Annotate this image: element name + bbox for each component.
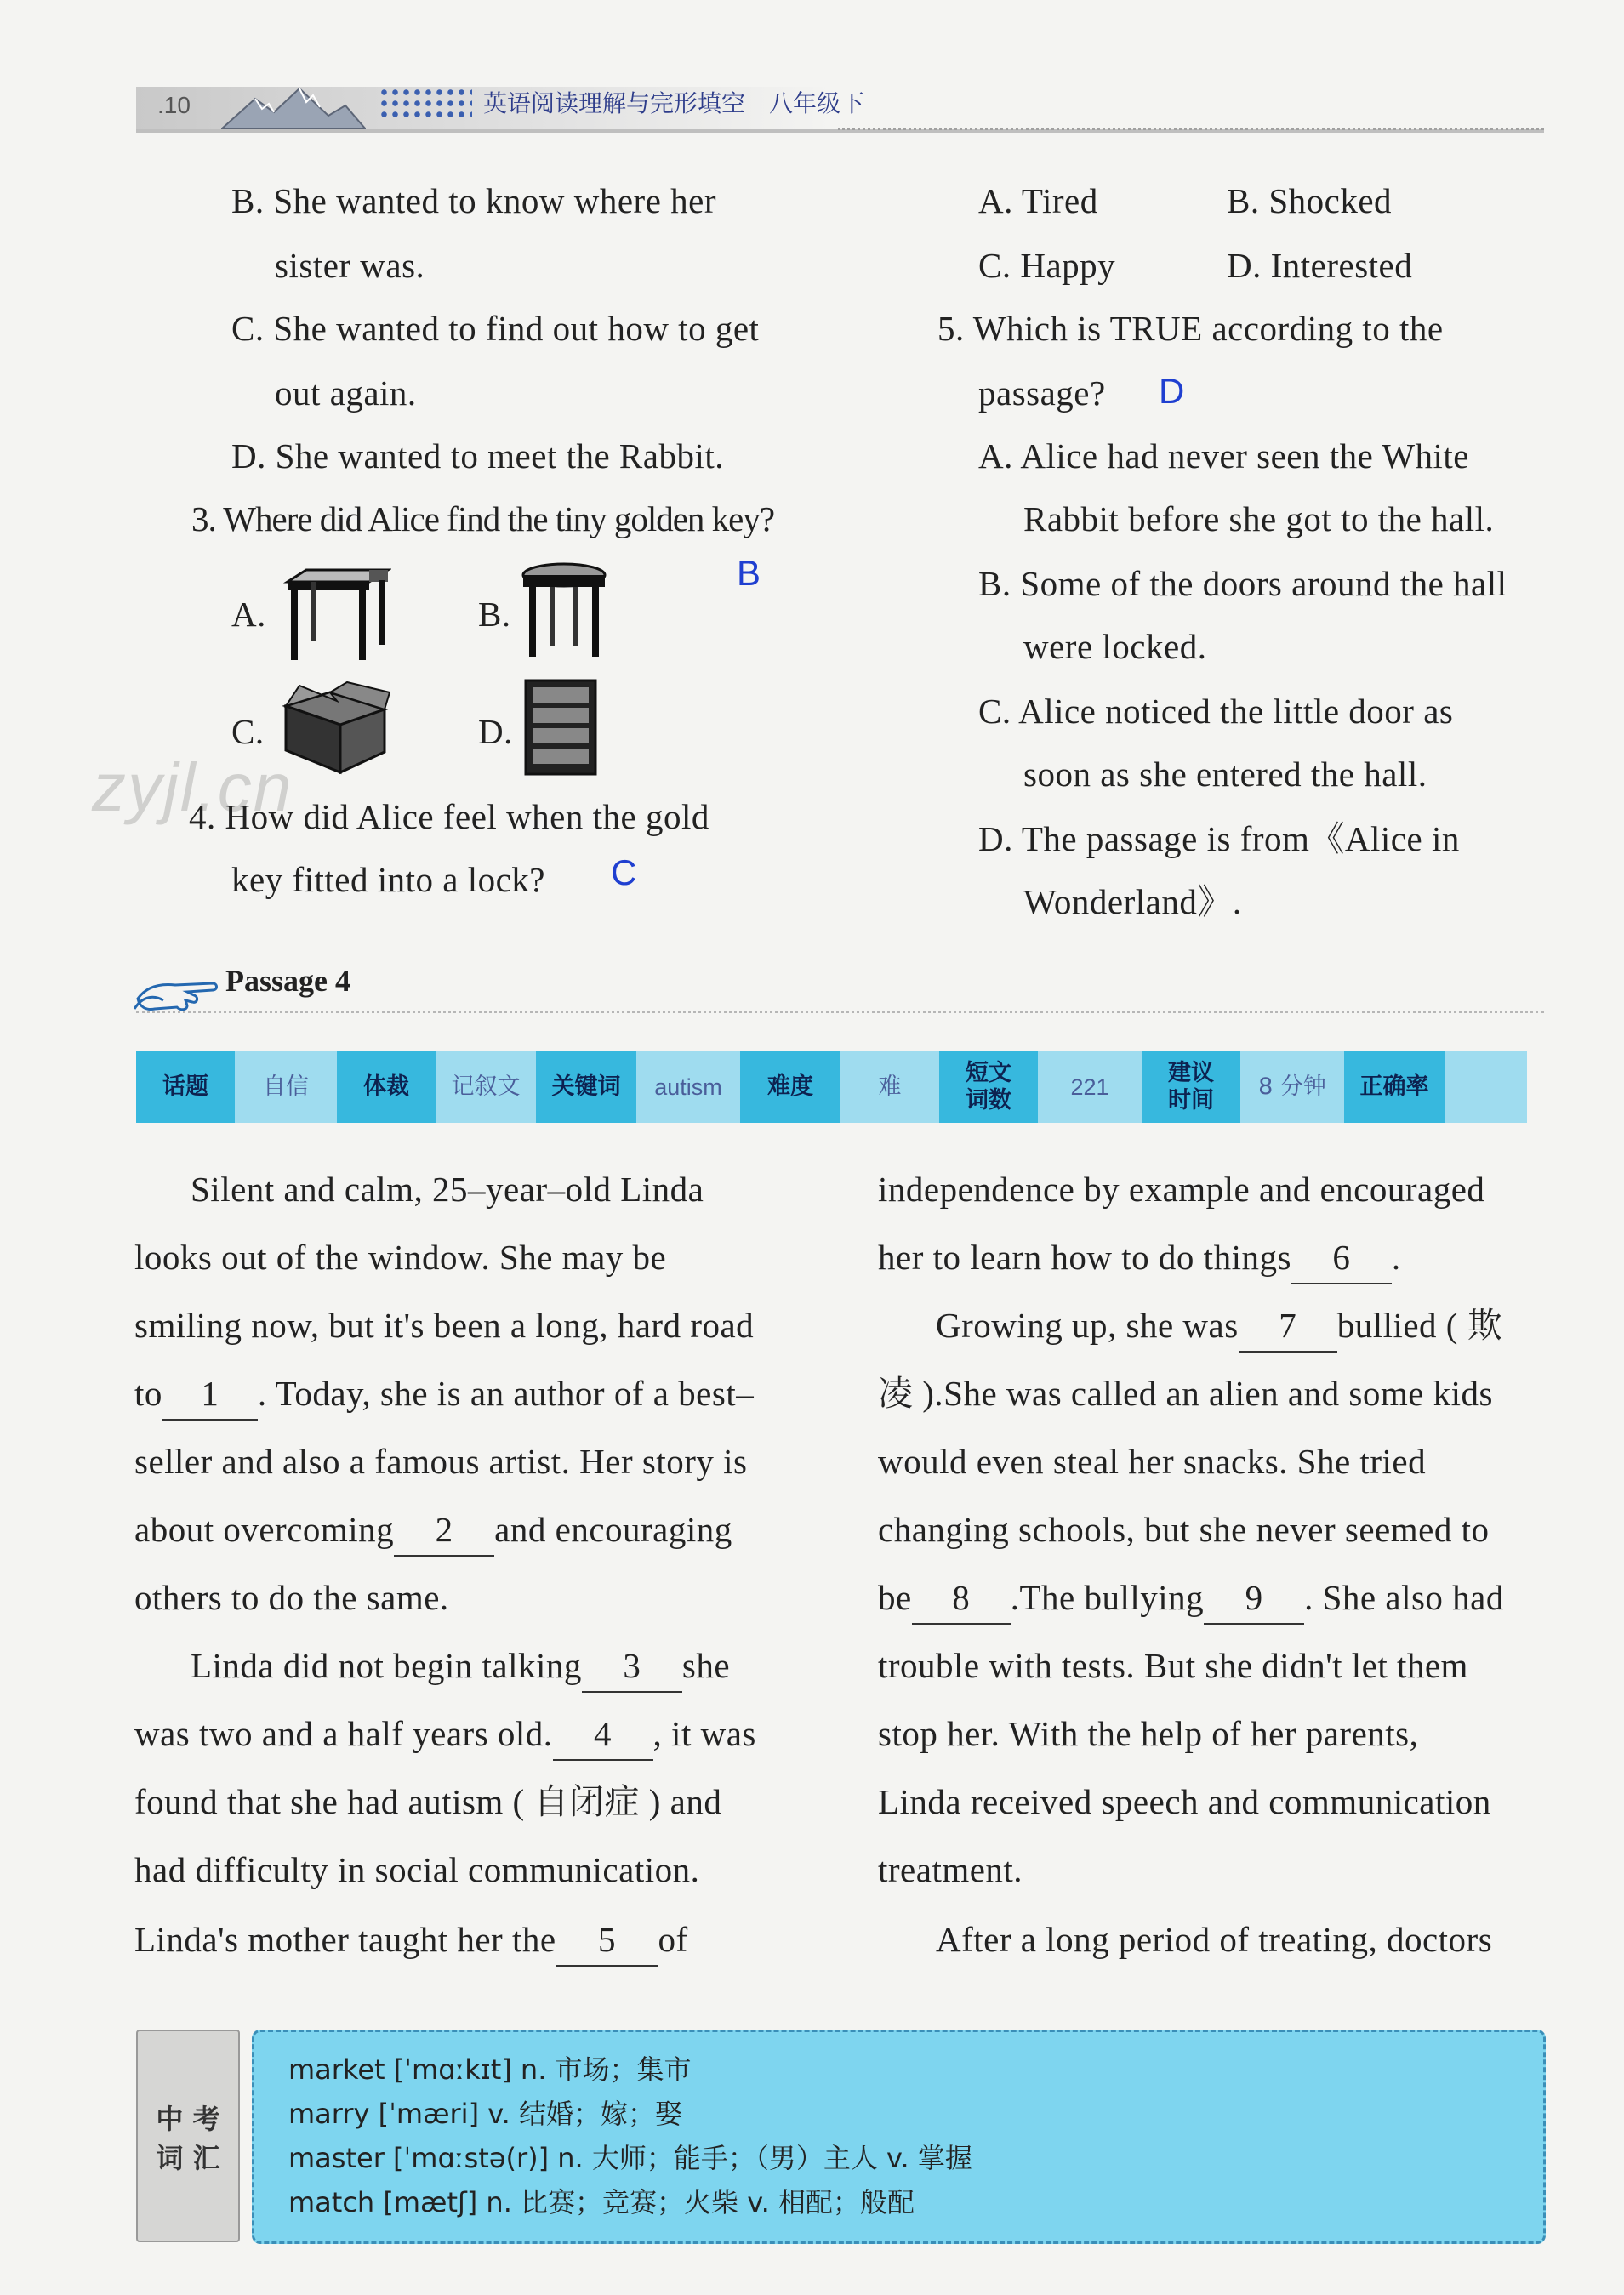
passage-left-line-3: smiling now, but it's been a long, hard road: [134, 1306, 755, 1345]
q5-option-c-line2: soon as she entered the hall.: [1023, 755, 1427, 794]
passage-right-line-12: After a long period of treating, doctors: [936, 1920, 1493, 1959]
text-segment: about overcoming: [134, 1510, 395, 1549]
text-segment: , it was: [652, 1714, 756, 1753]
passage-right-line-9: stop her. With the help of her parents,: [878, 1714, 1419, 1753]
table-image: [281, 567, 391, 662]
vocab-entry: marry [ˈmæri] v. 结婚；嫁；娶: [288, 2098, 683, 2130]
passage-left-line-2: looks out of the window. She may be: [134, 1238, 667, 1277]
text-segment: . She also had: [1304, 1578, 1504, 1617]
info-key-difficulty: 难度: [740, 1051, 840, 1123]
vocab-list: [288, 2047, 972, 2224]
watermark: zyjl.cn: [92, 749, 293, 825]
blank-8[interactable]: 8: [912, 1572, 1011, 1625]
vocab-box: [252, 2030, 1546, 2244]
q5-option-a-line2: Rabbit before she got to the hall.: [1023, 499, 1495, 538]
passage-left-line-5: seller and also a famous artist. Her story is: [134, 1442, 748, 1481]
info-value-genre: 记叙文: [436, 1051, 536, 1123]
info-value-difficulty: 难: [840, 1051, 939, 1123]
blank-5[interactable]: 5: [556, 1914, 658, 1967]
text-segment: to: [134, 1374, 162, 1413]
info-value-accuracy: [1445, 1051, 1527, 1123]
blank-6[interactable]: 6: [1291, 1232, 1392, 1284]
q2-option-b-line1: B. She wanted to know where her: [231, 181, 717, 220]
info-value-time: 8 分钟: [1240, 1051, 1344, 1123]
blank-7[interactable]: 7: [1239, 1300, 1337, 1353]
blank-3[interactable]: 3: [582, 1640, 682, 1693]
q2-option-b-line2: sister was.: [275, 246, 425, 285]
q5-answer: D: [1159, 371, 1185, 411]
passage-left-line-11: had difficulty in social communication.: [134, 1850, 700, 1889]
q4-option-d: D. Interested: [1227, 246, 1413, 285]
text-segment: . Today, she is an author of a best–: [257, 1374, 755, 1413]
q2-option-c-line2: out again.: [275, 373, 417, 413]
info-key-genre: 体裁: [337, 1051, 436, 1123]
info-value-keyword: autism: [636, 1051, 740, 1123]
text-segment: Linda's mother taught her the: [134, 1920, 556, 1959]
info-key-topic: 话题: [136, 1051, 235, 1123]
passage-left-line-6: [134, 1495, 732, 1563]
q3-option-a-label: A.: [231, 595, 266, 634]
q5-option-b-line2: were locked.: [1023, 627, 1207, 666]
vocab-entry: master [ˈmɑːstə(r)] n. 大师；能手；（男）主人 v. 掌握: [288, 2142, 972, 2174]
q5-option-a-line1: A. Alice had never seen the White: [978, 436, 1470, 476]
question-5-line2: passage?: [978, 373, 1106, 413]
q2-option-d: D. She wanted to meet the Rabbit.: [231, 436, 724, 476]
text-segment: be: [878, 1578, 912, 1617]
vocab-entry: market [ˈmɑːkɪt] n. 市场；集市: [288, 2053, 692, 2086]
question-4-line1: 4. How did Alice feel when the gold: [189, 797, 709, 836]
info-key-time: 建议时间: [1142, 1051, 1240, 1123]
passage-left-line-12: [134, 1905, 688, 1973]
passage-right-line-2: [878, 1223, 1401, 1291]
info-key-accuracy: 正确率: [1344, 1051, 1445, 1123]
box-image: [279, 681, 391, 776]
info-value-word-count: 221: [1038, 1051, 1142, 1123]
text-segment: of: [658, 1920, 688, 1959]
blank-9[interactable]: 9: [1204, 1572, 1304, 1625]
info-value-topic: 自信: [235, 1051, 337, 1123]
text-segment: Linda did not begin talking: [191, 1646, 582, 1685]
header-dots-decoration: [379, 87, 472, 122]
passage-left-line-10: found that she had autism ( 自闭症 ) and: [134, 1782, 722, 1821]
info-key-word-count: 短文词数: [939, 1051, 1038, 1123]
passage-right-line-1: independence by example and encouraged: [878, 1170, 1485, 1209]
blank-4[interactable]: 4: [553, 1708, 653, 1761]
passage-right-line-6: changing schools, but she never seemed to: [878, 1510, 1490, 1549]
q4-option-a: A. Tired: [978, 181, 1098, 220]
q3-option-d-label: D.: [478, 712, 513, 751]
q2-option-c-line1: C. She wanted to find out how to get: [231, 309, 760, 348]
text-segment: .The bullying: [1010, 1578, 1205, 1617]
text-segment: .: [1391, 1238, 1401, 1277]
q5-option-c-line1: C. Alice noticed the little door as: [978, 692, 1454, 731]
question-3: 3. Where did Alice find the tiny golden key?: [191, 499, 775, 538]
passage-left-line-4: [134, 1359, 754, 1427]
passage-left-line-7: others to do the same.: [134, 1578, 449, 1617]
passage-right-line-4: 凌 ).She was called an alien and some kids: [878, 1374, 1494, 1413]
blank-2[interactable]: 2: [394, 1504, 494, 1557]
passage-right-line-7: [878, 1563, 1504, 1632]
passage-left-line-9: [134, 1700, 756, 1768]
header-dotted-rule: [838, 128, 1544, 130]
round-table-image: [521, 561, 607, 662]
q3-answer: B: [737, 553, 761, 593]
vocab-side-label-line1: 中 考: [156, 2103, 220, 2135]
q3-option-c-label: C.: [231, 712, 265, 751]
passage-title: Passage 4: [225, 964, 350, 998]
q5-option-d-line2: Wonderland》.: [1023, 882, 1242, 921]
passage-left-line-1: Silent and calm, 25–year–old Linda: [191, 1170, 704, 1209]
page-number: .10: [157, 92, 191, 118]
q3-option-b-label: B.: [478, 595, 511, 634]
blank-1[interactable]: 1: [162, 1368, 258, 1421]
question-4-line2: key fitted into a lock?: [231, 860, 545, 899]
q4-option-b: B. Shocked: [1227, 181, 1393, 220]
q4-option-c: C. Happy: [978, 246, 1116, 285]
q5-option-b-line1: B. Some of the doors around the hall: [978, 564, 1507, 603]
info-key-keyword: 关键词: [536, 1051, 636, 1123]
text-segment: she: [681, 1646, 731, 1685]
text-segment: bullied ( 欺: [1336, 1306, 1503, 1345]
text-segment: was two and a half years old.: [134, 1714, 553, 1753]
q5-option-d-line1: D. The passage is from《Alice in: [978, 819, 1460, 858]
vocab-side-label: [150, 2099, 226, 2178]
passage-info-bar: [136, 1051, 1544, 1123]
q4-answer: C: [611, 852, 637, 892]
passage-right-line-5: would even steal her snacks. She tried: [878, 1442, 1427, 1481]
text-segment: Growing up, she was: [936, 1306, 1239, 1345]
passage-left-line-8: [191, 1632, 730, 1700]
pointing-hand-icon: [134, 970, 219, 1014]
text-segment: and encouraging: [494, 1510, 732, 1549]
question-5-line1: 5. Which is TRUE according to the: [937, 309, 1444, 348]
vocab-entry: match [mætʃ] n. 比赛；竞赛；火柴 v. 相配；般配: [288, 2186, 915, 2218]
text-segment: her to learn how to do things: [878, 1238, 1291, 1277]
passage-dotted-rule: [136, 1011, 1544, 1013]
book-title: 英语阅读理解与完形填空 八年级下: [483, 89, 865, 117]
drawer-cabinet-image: [522, 677, 599, 777]
passage-right-line-11: treatment.: [878, 1850, 1023, 1889]
passage-right-line-3: [936, 1291, 1502, 1359]
passage-right-line-8: trouble with tests. But she didn't let them: [878, 1646, 1468, 1685]
passage-right-line-10: Linda received speech and communication: [878, 1782, 1491, 1821]
mountain-icon: [221, 83, 366, 129]
vocab-side-label-line2: 词 汇: [156, 2142, 220, 2174]
